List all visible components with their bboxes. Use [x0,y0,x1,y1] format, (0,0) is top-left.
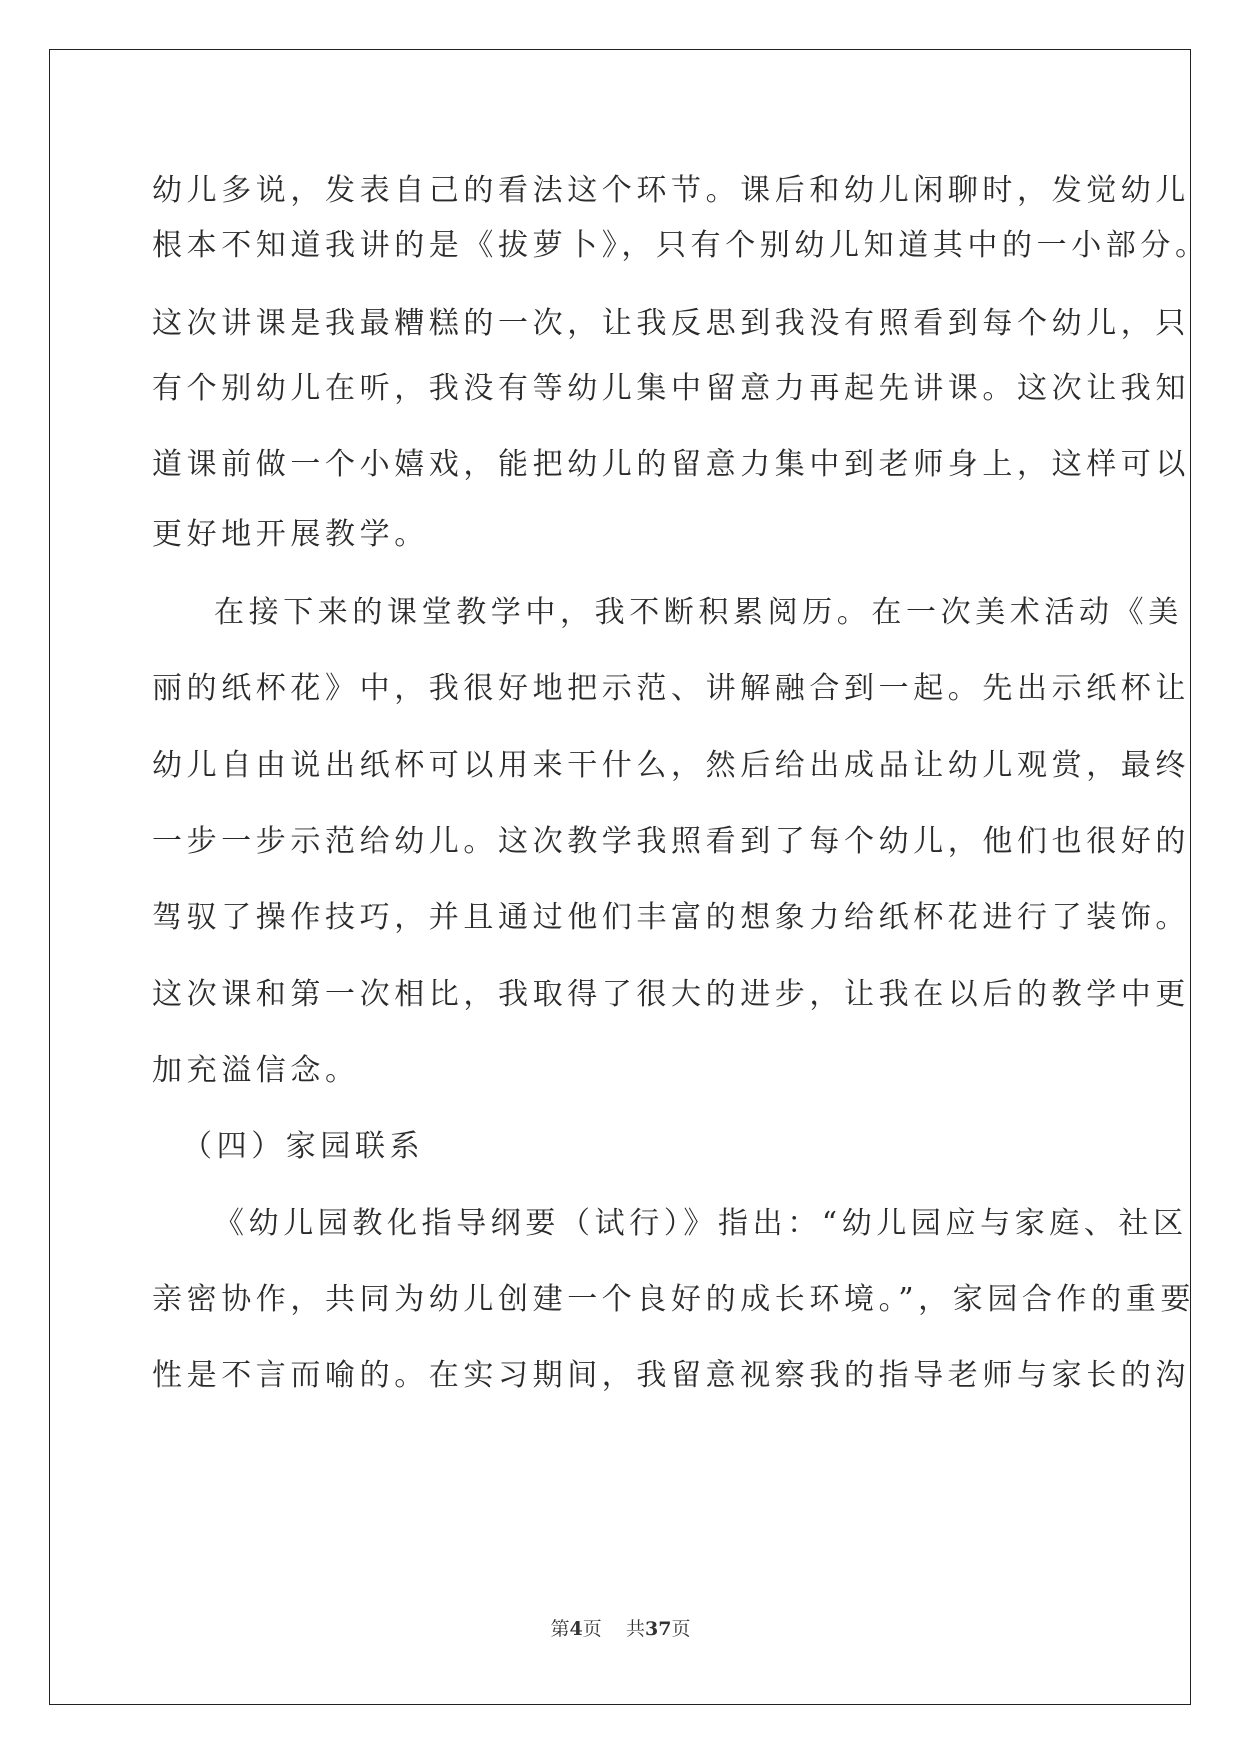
footer-total-unit: 页 [671,1618,691,1640]
body-line: 亲密协作，共同为幼儿创建一个良好的成长环境。”，家园合作的重要 [152,1282,1195,1317]
section-heading: （四）家园联系 [182,1129,425,1164]
body-line: 一步一步示范给幼儿。这次教学我照看到了每个幼儿，他们也很好的 [152,824,1190,859]
body-line: 有个别幼儿在听，我没有等幼儿集中留意力再起先讲课。这次让我知 [152,371,1190,406]
body-line: 更好地开展教学。 [152,517,429,552]
body-line: 幼儿多说，发表自己的看法这个环节。课后和幼儿闲聊时，发觉幼儿 [152,173,1190,208]
body-line: 驾驭了操作技巧，并且通过他们丰富的想象力给纸杯花进行了装饰。 [152,900,1190,935]
footer-page-unit: 页 [582,1618,602,1640]
footer-total-prefix: 共 [625,1618,645,1640]
body-line: 加充溢信念。 [152,1053,360,1088]
body-line: 道课前做一个小嬉戏，能把幼儿的留意力集中到老师身上，这样可以 [152,447,1190,482]
footer-prefix: 第 [550,1618,570,1640]
paragraph-first-line: 在接下来的课堂教学中，我不断积累阅历。在一次美术活动《美 [214,595,1183,630]
body-line: 根本不知道我讲的是《拔萝卜》，只有个别幼儿知道其中的一小部分。 [152,228,1210,263]
paragraph-first-line: 《幼儿园教化指导纲要（试行）》指出：“幼儿园应与家庭、社区 [214,1206,1188,1241]
total-pages: 37 [644,1618,672,1640]
page-number: 4 [569,1618,583,1640]
page-border [49,49,1191,1705]
body-line: 这次课和第一次相比，我取得了很大的进步，让我在以后的教学中更 [152,977,1190,1012]
body-line: 性是不言而喻的。在实习期间，我留意视察我的指导老师与家长的沟 [152,1358,1190,1393]
body-line: 幼儿自由说出纸杯可以用来干什么，然后给出成品让幼儿观赏，最终 [152,748,1190,783]
page-footer [0,1614,1241,1641]
body-line: 丽的纸杯花》中，我很好地把示范、讲解融合到一起。先出示纸杯让 [152,671,1190,706]
body-line: 这次讲课是我最糟糕的一次，让我反思到我没有照看到每个幼儿，只 [152,306,1190,341]
